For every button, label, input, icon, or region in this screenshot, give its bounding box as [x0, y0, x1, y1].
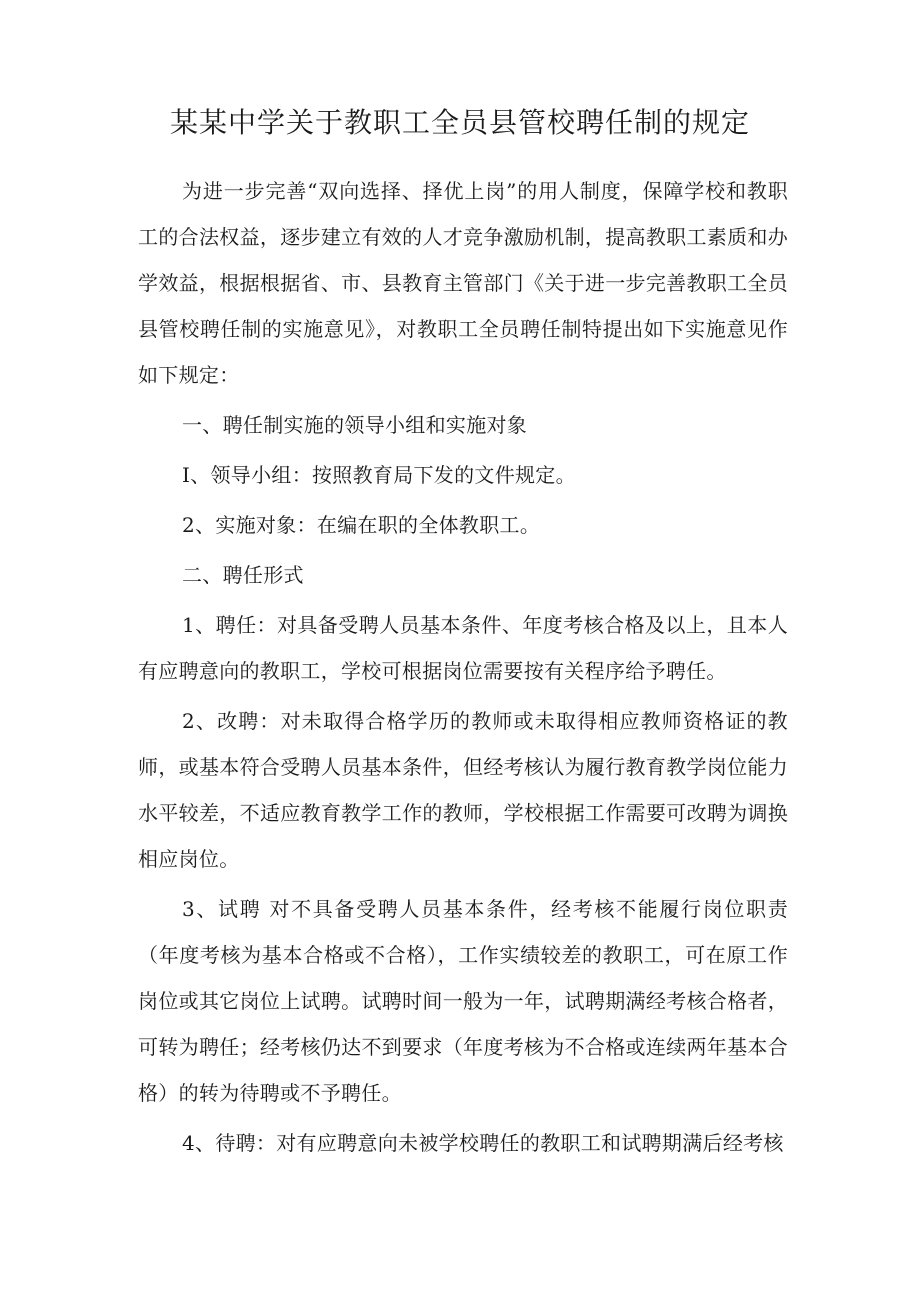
implementation-target-item: 2、实施对象：在编在职的全体教职工。: [182, 513, 541, 537]
section-heading-2: 二、聘任形式: [182, 563, 304, 587]
pending-appointment-item: 4、待聘：对有应聘意向未被学校聘任的教职工和试聘期满后经考核: [182, 1131, 784, 1155]
document-title: 某某中学关于教职工全员县管校聘任制的规定: [169, 106, 750, 139]
reappointment-item: 2、改聘：对未取得合格学历的教师或未取得相应教师资格证的教师，或基本符合受聘人员基本条件，但经考核认为履行教育教学岗位能力水平较差，不适应教育教学工作的教师，学校根据工作需要可改聘为调换相应岗位。: [138, 709, 788, 871]
trial-appointment-item: 3、试聘 对不具备受聘人员基本条件，经考核不能履行岗位职责（年度考核为基本合格或不合格），工作实绩较差的教职工，可在原工作岗位或其它岗位上试聘。试聘时间一般为一年，试聘期满经考核合格者，可转为聘任；经考核仍达不到要求（年度考核为不合格或连续两年基本合格）的转为待聘或不予聘任。: [138, 897, 788, 1105]
document-body: [138, 168, 788, 1166]
appointment-item: 1、聘任：对具备受聘人员基本条件、年度考核合格及以上，且本人有应聘意向的教职工，学校可根据岗位需要按有关程序给予聘任。: [138, 613, 788, 683]
leadership-group-item: I、领导小组：按照教育局下发的文件规定。: [182, 463, 576, 487]
intro-paragraph: 为进一步完善“双向选择、择优上岗”的用人制度，保障学校和教职工的合法权益，逐步建立有效的人才竞争激励机制，提高教职工素质和办学效益，根据根据省、市、县教育主管部门《关于进一步完善教职工全员县管校聘任制的实施意见》，对教职工全员聘任制特提出如下实施意见作如下规定：: [138, 179, 788, 387]
section-heading-1: 一、聘任制实施的领导小组和实施对象: [182, 413, 528, 437]
